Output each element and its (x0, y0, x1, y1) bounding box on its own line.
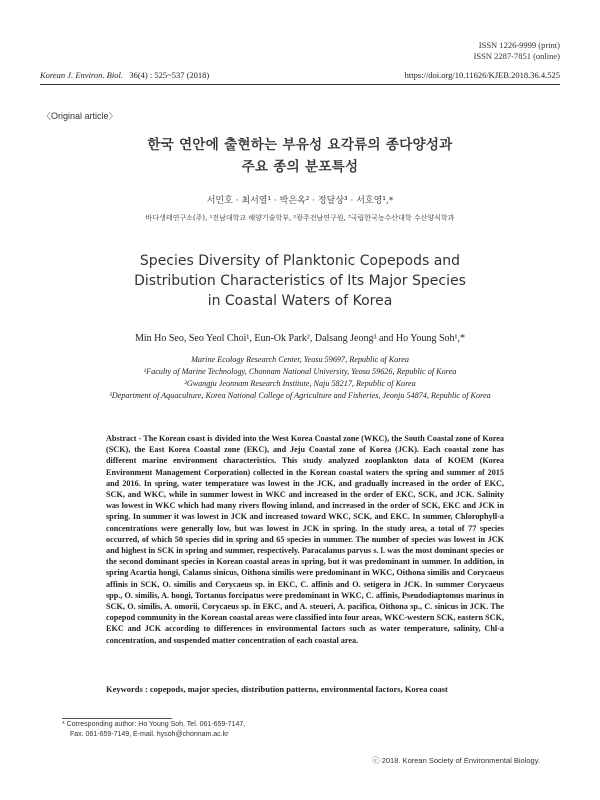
korean-affiliation: 바다생태연구소(주), ¹전남대학교 해양기술학부, ²광주전남연구원, ³국립한국농수산대학 수산양식학과 (145, 214, 455, 222)
affiliation-3: ³Department of Aquaculture, Korea National College of Agriculture and Fisheries, Jeonju 54874, Republic of Korea (109, 391, 491, 400)
footnote-divider (62, 718, 172, 719)
english-title-line1: Species Diversity of Planktonic Copepods and (139, 253, 461, 269)
journal-name: Korean J. Environ. Biol. (40, 70, 123, 80)
affiliation-0: Marine Ecology Research Center, Yeosu 59697, Republic of Korea (191, 355, 409, 364)
article-type: 〈Original article〉 (42, 111, 118, 121)
journal-header (40, 70, 560, 85)
issn-online: ISSN 2287-7851 (online) (473, 51, 560, 61)
english-authors: Min Ho Seo, Seo Yeol Choi¹, Eun-Ok Park², Dalsang Jeong³ and Ho Young Soh¹,* (134, 333, 466, 344)
affiliation-2: ²Gwangju Jeonnam Research Institute, Naju 58217, Republic of Korea (184, 379, 416, 388)
english-title-line3: in Coastal Waters of Korea (207, 293, 393, 309)
footnote-line1: * Corresponding author: Ho Young Soh, Tel. 061-659-7147, (62, 721, 246, 728)
doi-link[interactable]: https://doi.org/10.11626/KJEB.2018.36.4.525 (404, 70, 560, 80)
keywords: Keywords : copepods, major species, distribution patterns, environmental factors, Korea coast (106, 684, 448, 694)
copyright: ⓒ 2018. Korean Society of Environmental Biology. (372, 756, 540, 765)
korean-authors: 서민호 · 최서열¹ · 박은옥² · 정달상³ · 서호영¹,* (206, 196, 394, 206)
korean-title-line1: 한국 연안에 출현하는 부유성 요각류의 종다양성과 (147, 137, 453, 153)
issn-block (474, 40, 560, 62)
affiliation-1: ¹Faculty of Marine Technology, Chonnam National University, Yeosu 59626, Republic of Korea (143, 367, 457, 376)
footnote-line2: Fax. 061-659-7149, E-mail. hysoh@chonnam.ac.kr (70, 731, 229, 738)
abstract-text: Abstract - The Korean coast is divided into the West Korea Coastal zone (WKC), the South Coastal zone of Korea (SCK), the East Korea Coastal zone (EKC), and Jeju Coastal zone of Korea (JCK). Each coastal zone has different marine environment characteristics. This study analyzed zooplankton data of KOEM (Korea Environment Management Corporation) collected in the Korean coastal waters the spring and summer of 2015 and 2016. In spring, water temperature was lowest in the JCK, and gradually increased in the order of EKC, SCK, and WKC, while in summer lowest in WKC and increased in the order of EKC, SCK, and JCK. Salinity was lowest in WKC which had many rivers flowing inland, and increased in the order of SCK, EKC and JCK in spring. In summer it was lowest in JCK and increased toward WKC, SCK, and EKC. In summer, Chlorophyll-a concentrations were generally low, but was lowest in JCK in spring. In the study area, a total of 77 species occurred, of which 50 species did in spring and 65 species in summer. The number of species was lowest in JCK and highest in SCK in spring and summer, respectively. Paracalanus parvus s. l. was the most dominant species or the second dominant species in Korean coastal areas in spring, but it was predominant in summer. In addition, in spring Acartia hongi, Calanus sinicus, Oithona similis were predominant in WKC, Oithona similis and Corycaeus affinis in SCK, O. similis and Corycaeus sp. in EKC, C. affinis and O. setigera in JCK. In summer Corycaeus spp., O. similis, A. hongi, Tortanus forcipatus were predominant in WKC, C. affinis, Pseudodiaptomus marinus in SCK, O. similis, A. omorii, Corycaeus sp. in EKC, and A. steueri, A. pacifica, Oithona sp., C. sinicus in JCK. The copepod community in the Korean coastal areas were classified into four areas, WKC-western SCK, eastern SCK, EKC and JCK according to differences in environmental factors such as water temperature, salinity, Chl-a concentration, and suspended matter concentration of each coastal area. (106, 434, 504, 645)
issn-print: ISSN 1226-9999 (print) (478, 40, 560, 50)
journal-citation (40, 70, 209, 80)
footnote (62, 720, 245, 740)
journal-volume: 36(4) : 525~537 (2018) (129, 70, 210, 80)
korean-title-line2: 주요 종의 분포특성 (241, 159, 359, 175)
english-title-line2: Distribution Characteristics of Its Major Species (134, 273, 466, 289)
